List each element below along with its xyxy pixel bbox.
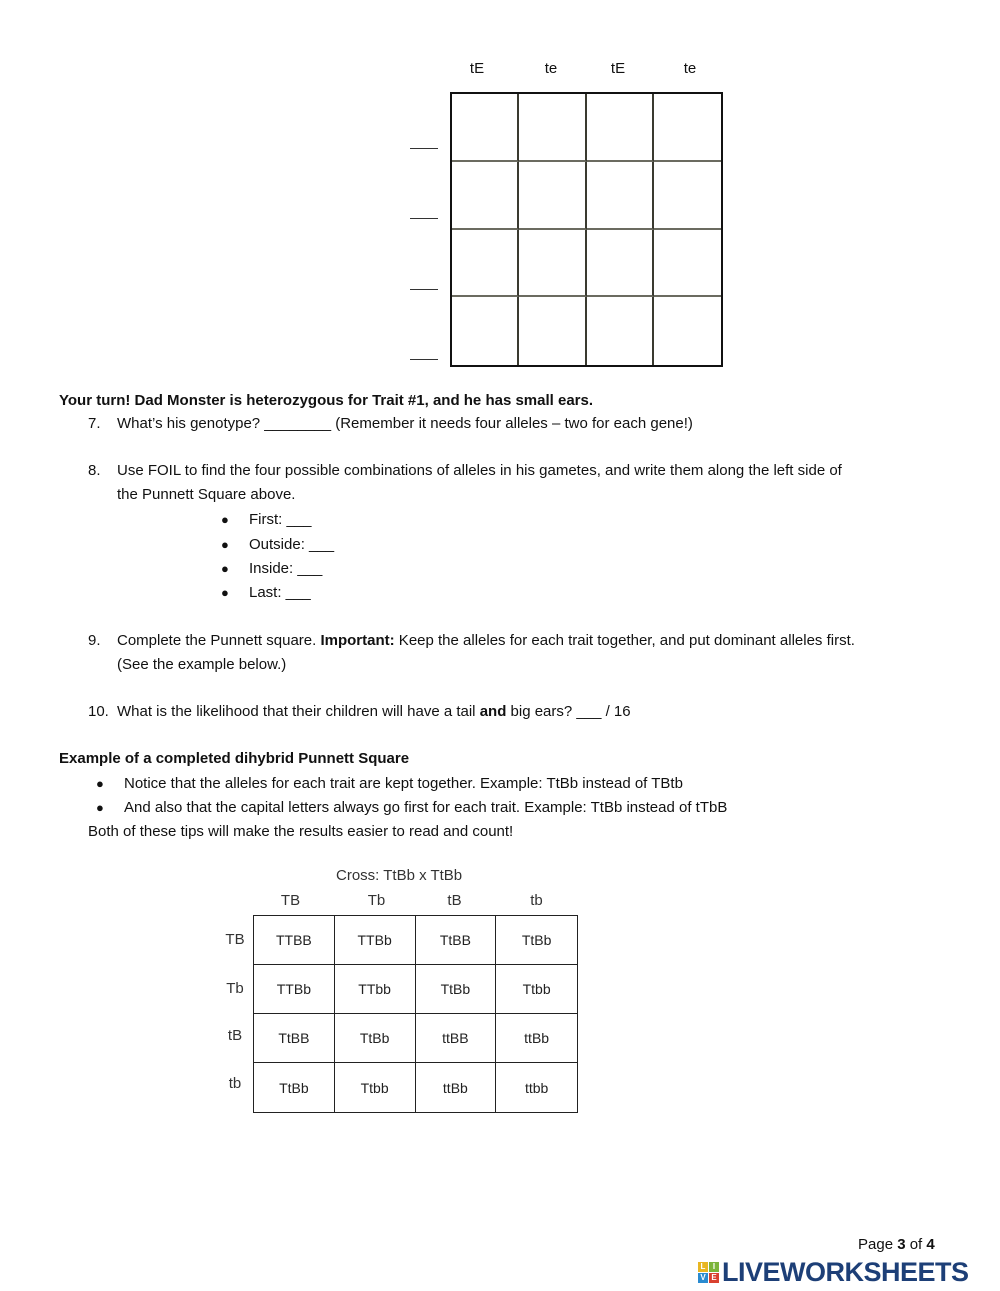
punnett-cell[interactable] xyxy=(452,162,519,230)
liveworksheets-logo xyxy=(698,1257,969,1288)
foil-inside: Inside: ___ xyxy=(249,560,323,577)
col-header: tE xyxy=(610,60,626,77)
example-cell: ttBb xyxy=(416,1063,497,1112)
example-row-header: Tb xyxy=(226,980,244,997)
q7-text: What’s his genotype? ________ (Remember it needs four alleles – two for each gene!) xyxy=(117,415,693,432)
example-row-header: tb xyxy=(228,1075,242,1092)
example-cell: TtBB xyxy=(416,916,497,965)
punnett-cell[interactable] xyxy=(452,230,519,298)
example-row-header: TB xyxy=(225,931,245,948)
col-header: te xyxy=(683,60,697,77)
worksheet-page: tE te tE te Your turn! Dad Monster is heterozygous for Trait #1, and he has small ears. 7. What’s his genotype? ________ (Remember it needs four alleles – two for each gene!) 8. Use FOIL to find the four possible combinations of alleles in his gametes, and write them along the left side of the Punnett Square above. ● First: ___ ● Outside: ___ ● Inside: ___ ● Last: ___ 9. Complete the Punnett square. Important: Keep the alleles for each trait together, and put dominant alleles first. (See the example below.) 10. What is the likelihood that their children will have a tail and big ears? ___ / 16 Example of a completed dihybrid Punnett Square ● Notice that the alleles for each trait are kept together. Example: TtBb instead of TBtb ● And also that the capital letters always go first for each trait. Example: TtBb instead of tTbB Both of these tips will make the results easier to read and count! Cross: TtBb x TtBb TB Tb tB tb TB Tb tB tb TTBB TTBb TtBB TtBb TTBb TTbb TtBb Ttbb TtBB TtBb ttBB ttBb TtBb Ttbb ttBb ttbb Page 3 of 4 L I V E LIVEWORKSHEETS xyxy=(0,0,1000,1291)
example-cell: ttbb xyxy=(524,1079,549,1096)
example-col-header: tb xyxy=(530,892,543,909)
q8-number: 8. xyxy=(88,462,101,479)
example-cell: Ttbb xyxy=(496,965,577,1014)
logo-tiles-icon: L I V E xyxy=(698,1262,719,1283)
example-punnett-square xyxy=(253,915,578,1113)
intro-text: Your turn! Dad Monster is heterozygous for Trait #1, and he has small ears. xyxy=(59,392,594,409)
punnett-cell[interactable] xyxy=(654,162,721,230)
example-tip: Notice that the alleles for each trait are kept together. Example: TtBb instead of TBtb xyxy=(124,775,683,792)
row-blank[interactable] xyxy=(410,289,438,290)
q8-text-2: the Punnett Square above. xyxy=(117,486,296,503)
example-row-header: tB xyxy=(227,1027,243,1044)
punnett-cell[interactable] xyxy=(519,94,586,162)
foil-outside: Outside: ___ xyxy=(249,536,335,553)
foil-first: First: ___ xyxy=(249,511,312,528)
row-blank[interactable] xyxy=(410,359,438,360)
row-blank[interactable] xyxy=(410,218,438,219)
punnett-cell[interactable] xyxy=(654,297,721,365)
example-col-header: tB xyxy=(447,892,462,909)
q7-number: 7. xyxy=(88,415,101,432)
example-cell: ttBB xyxy=(416,1014,497,1063)
example-cell: TTBb xyxy=(254,965,335,1014)
example-cell: TTBB xyxy=(254,916,335,965)
punnett-cell[interactable] xyxy=(587,230,654,298)
example-cell: TtBb xyxy=(496,916,577,965)
q9-text: Complete the Punnett square. Important: Keep the alleles for each trait together, and put dominant alleles first. xyxy=(117,632,855,649)
example-cell: ttBb xyxy=(496,1014,577,1063)
col-header: tE xyxy=(469,60,485,77)
example-tip: And also that the capital letters always go first for each trait. Example: TtBb instead of tTbB xyxy=(124,799,728,816)
punnett-cell[interactable] xyxy=(587,297,654,365)
punnett-cell[interactable] xyxy=(452,297,519,365)
punnett-cell[interactable] xyxy=(519,162,586,230)
example-cell: TtBB xyxy=(254,1014,335,1063)
q10-text: What is the likelihood that their children will have a tail and big ears? ___ / 16 xyxy=(117,703,631,720)
col-header: te xyxy=(544,60,558,77)
punnett-cell[interactable] xyxy=(587,162,654,230)
q9-number: 9. xyxy=(88,632,101,649)
punnett-cell[interactable] xyxy=(519,230,586,298)
blank-punnett-square xyxy=(450,92,723,367)
punnett-cell[interactable] xyxy=(654,94,721,162)
example-heading: Example of a completed dihybrid Punnett Square xyxy=(59,750,410,767)
example-cell: TtBb xyxy=(254,1063,335,1112)
example-note: Both of these tips will make the results easier to read and count! xyxy=(88,823,514,840)
example-cell: TtBb xyxy=(335,1014,416,1063)
example-col-header: Tb xyxy=(367,892,386,909)
page-number: Page 3 of 4 xyxy=(858,1236,935,1253)
example-col-header: TB xyxy=(280,892,301,909)
example-cell: TTBb xyxy=(335,916,416,965)
row-blank[interactable] xyxy=(410,148,438,149)
q9-text-2: (See the example below.) xyxy=(117,656,287,673)
q10-number: 10. xyxy=(88,703,109,720)
punnett-cell[interactable] xyxy=(587,94,654,162)
punnett-cell[interactable] xyxy=(452,94,519,162)
punnett-cell[interactable] xyxy=(519,297,586,365)
logo-text: LIVEWORKSHEETS xyxy=(722,1257,969,1287)
cross-label: Cross: TtBb x TtBb xyxy=(336,867,463,884)
example-cell: TtBb xyxy=(416,965,497,1014)
example-cell: Ttbb xyxy=(335,1063,416,1112)
foil-last: Last: ___ xyxy=(249,584,311,601)
q8-text: Use FOIL to find the four possible combinations of alleles in his gametes, and write them along the left side of xyxy=(117,462,842,479)
example-cell: TTbb xyxy=(335,965,416,1014)
punnett-cell[interactable] xyxy=(654,230,721,298)
